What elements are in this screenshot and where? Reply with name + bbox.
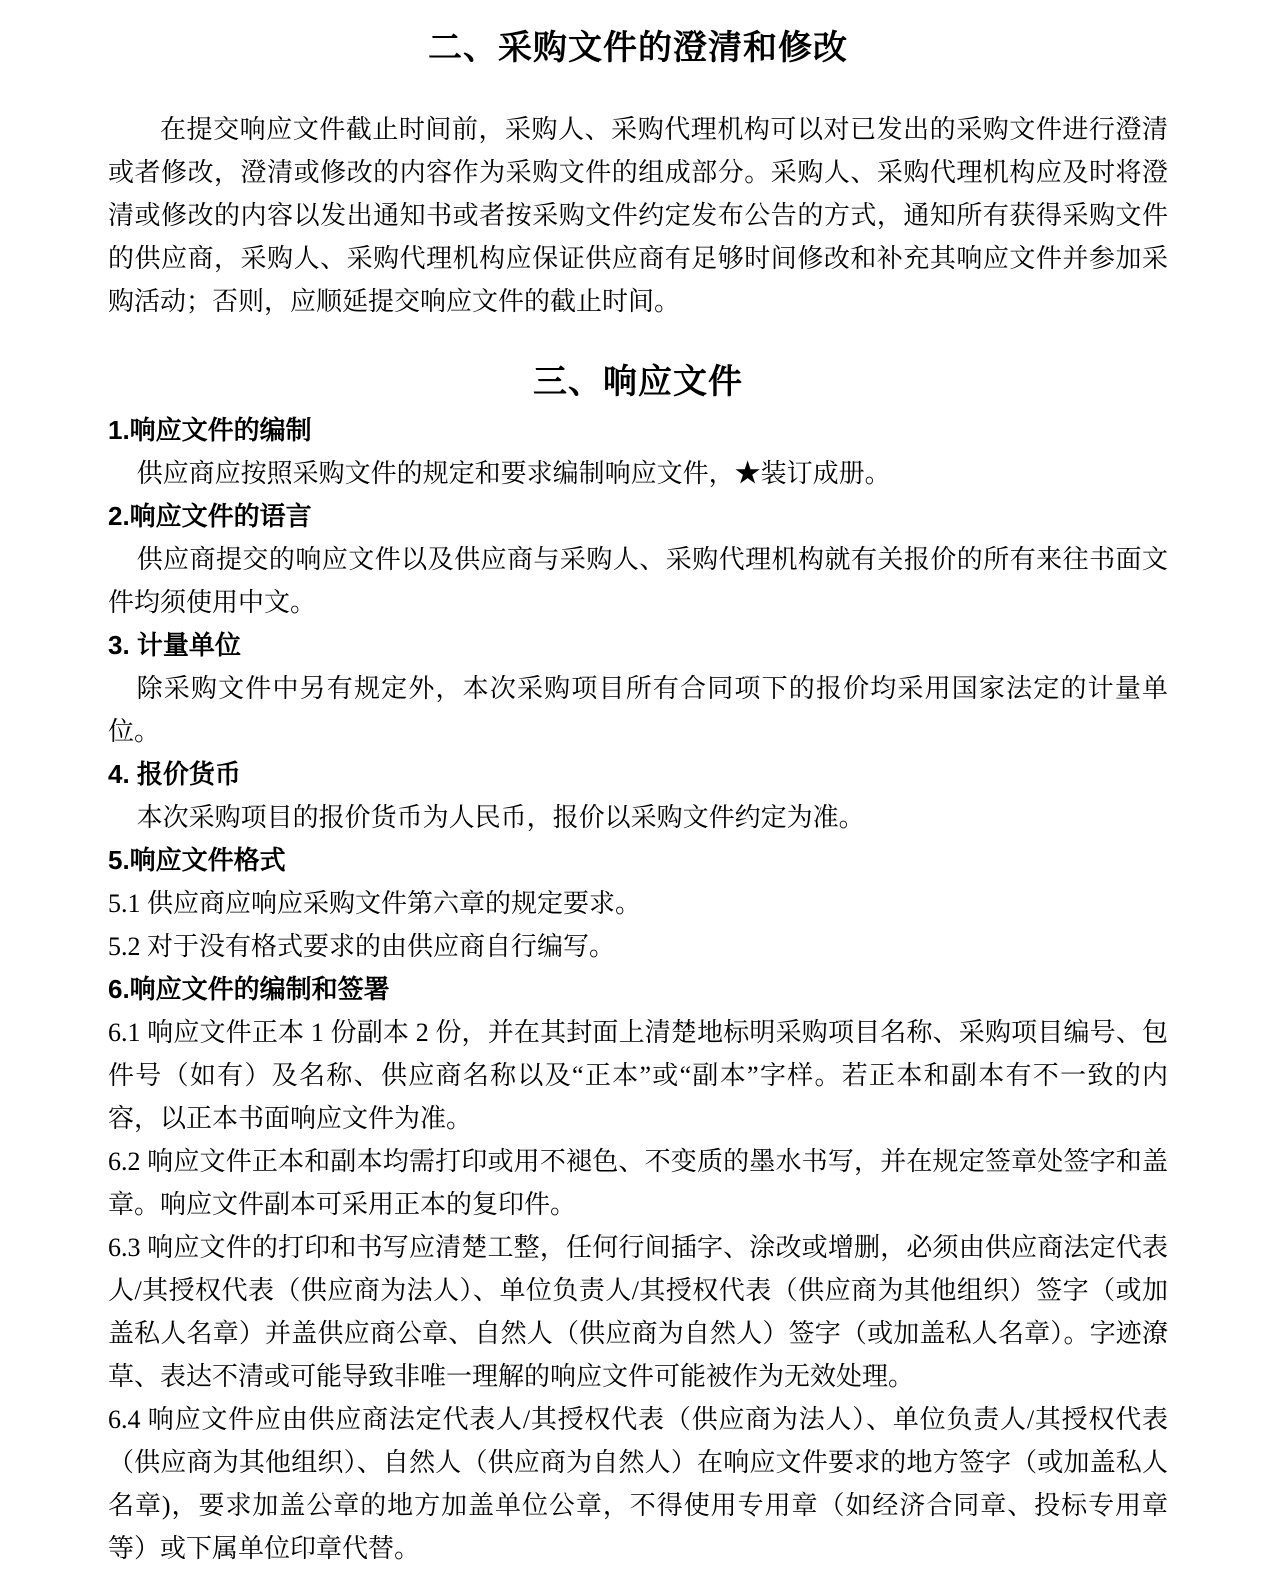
item-2-body: 供应商提交的响应文件以及供应商与采购人、采购代理机构就有关报价的所有来往书面文件均须使用中文。 <box>108 545 1168 617</box>
item-1-body: 供应商应按照采购文件的规定和要求编制响应文件，★装订成册。 <box>136 459 891 488</box>
item-6-subitem-6-1: 6.1 响应文件正本 1 份副本 2 份，并在其封面上清楚地标明采购项目名称、采购项目编号、包件号（如有）及名称、供应商名称以及“正本”或“副本”字样。若正本和副本有不一致的内容，以正本书面响应文件为准。 <box>108 1018 1168 1133</box>
section-2-paragraph: 在提交响应文件截止时间前，采购人、采购代理机构可以对已发出的采购文件进行澄清或者修改，澄清或修改的内容作为采购文件的组成部分。采购人、采购代理机构应及时将澄清或修改的内容以发出通知书或者按采购文件约定发布公告的方式，通知所有获得采购文件的供应商，采购人、采购代理机构应保证供应商有足够时间修改和补充其响应文件并参加采购活动；否则，应顺延提交响应文件的截止时间。 <box>108 115 1168 316</box>
item-4 <box>108 753 1168 839</box>
section-3-title: 三、响应文件 <box>533 363 743 401</box>
item-3 <box>108 624 1168 753</box>
item-3-heading: 3. 计量单位 <box>108 630 241 660</box>
item-6-heading: 6.响应文件的编制和签署 <box>108 974 390 1004</box>
item-6-subitem-6-2: 6.2 响应文件正本和副本均需打印或用不褪色、不变质的墨水书写，并在规定签章处签字和盖章。响应文件副本可采用正本的复印件。 <box>108 1147 1168 1219</box>
item-4-body: 本次采购项目的报价货币为人民币，报价以采购文件约定为准。 <box>136 803 865 832</box>
item-5-subitem-5-2: 5.2 对于没有格式要求的由供应商自行编写。 <box>108 932 616 961</box>
item-6-subitem-6-3: 6.3 响应文件的打印和书写应清楚工整，任何行间插字、涂改或增删，必须由供应商法定代表人/其授权代表（供应商为法人）、单位负责人/其授权代表（供应商为其他组织）签字（或加盖私人名章）并盖供应商公章、自然人（供应商为自然人）签字（或加盖私人名章）。字迹潦草、表达不清或可能导致非唯一理解的响应文件可能被作为无效处理。 <box>108 1233 1168 1391</box>
section-2-title: 二、采购文件的澄清和修改 <box>428 29 848 67</box>
item-1 <box>108 409 1168 495</box>
item-3-body: 除采购文件中另有规定外，本次采购项目所有合同项下的报价均采用国家法定的计量单位。 <box>108 674 1168 746</box>
item-2 <box>108 495 1168 624</box>
item-5-heading: 5.响应文件格式 <box>108 845 286 875</box>
item-5 <box>108 839 1168 968</box>
item-6 <box>108 968 1168 1570</box>
item-4-heading: 4. 报价货币 <box>108 759 241 789</box>
item-5-subitem-5-1: 5.1 供应商应响应采购文件第六章的规定要求。 <box>108 889 642 918</box>
item-1-heading: 1.响应文件的编制 <box>108 415 312 445</box>
item-6-subitem-6-4: 6.4 响应文件应由供应商法定代表人/其授权代表（供应商为法人）、单位负责人/其授权代表（供应商为其他组织）、自然人（供应商为自然人）在响应文件要求的地方签字（或加盖私人名章)，要求加盖公章的地方加盖单位公章，不得使用专用章（如经济合同章、投标专用章等）或下属单位印章代替。 <box>108 1405 1168 1563</box>
item-2-heading: 2.响应文件的语言 <box>108 501 312 531</box>
